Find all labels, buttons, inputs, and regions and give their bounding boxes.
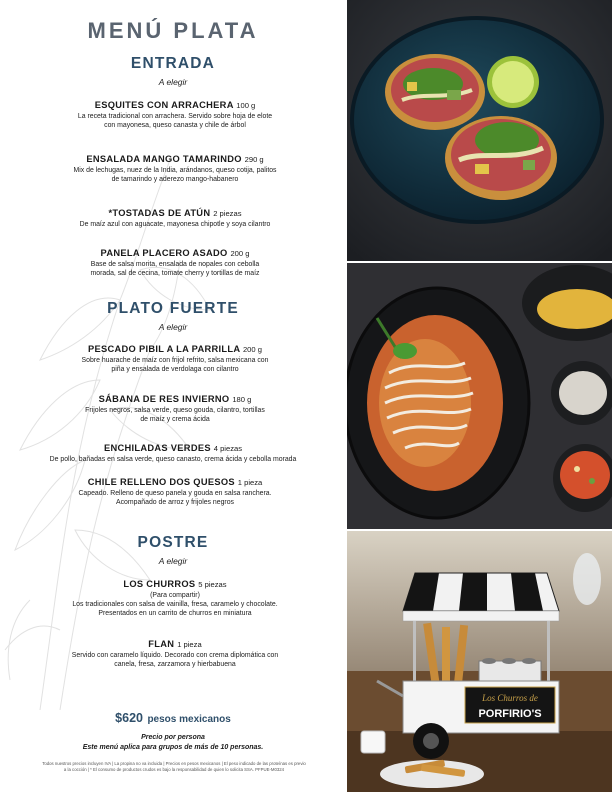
item-quantity: 100 g [236,101,256,110]
item-description: Acompañado de arroz y frijoles negros [116,499,234,507]
section-subtitle-plato-fuerte: A elegir [158,322,188,332]
item-description: canela, fresa, zarzamora y hierbabuena [114,661,236,669]
cart-sign-line1: Los Churros de [482,693,538,703]
legal-line: a la cocción | * El consumo de productos crudos es bajo la responsabilidad de quien lo solicita SSA. PFPUE-M0324 [63,767,285,772]
menu-item [20,207,330,229]
menu-item [20,99,330,130]
item-quantity: 2 piezas [213,209,242,218]
legal-disclaimer [14,761,334,773]
menu-item [8,442,338,464]
item-name: PESCADO PIBIL A LA PARRILLA [88,344,241,354]
item-quantity: 200 g [242,345,262,354]
item-name: *TOSTADAS DE ATÚN [108,208,211,218]
menu-title: MENÚ PLATA [87,18,259,43]
item-name: PANELA PLACERO ASADO [100,248,228,258]
item-quantity: 4 piezas [213,444,243,453]
legal-line: Todos nuestros precios incluyen IVA | La propina no va incluida | Precios en pesos mexicanos | El peso indicado de las proteínas es previo [42,761,306,766]
item-description: morada, sal de cecina, tomate cherry y tortillas de maíz [90,270,260,278]
item-description: Base de salsa morita, ensalada de nopales con cebolla [90,261,260,268]
item-name: CHILE RELLENO DOS QUESOS [87,477,235,487]
item-quantity: 1 pieza [237,478,263,487]
item-description: La receta tradicional con arrachera. Servido sobre hoja de elote [77,113,273,120]
price-block [0,709,346,753]
cart-sign-line2: PORFIRIO'S [478,708,542,720]
item-description: Capeado. Relleno de queso panela y gouda en salsa ranchera. [78,490,272,497]
photo-main-dish [347,263,612,529]
photo-tostadas [347,0,612,261]
price-unit: pesos mexicanos [147,714,231,725]
photo-churros-cart [347,531,612,792]
section-subtitle-postre: A elegir [158,556,188,566]
botanical-illustration [0,150,220,710]
menu-item [20,247,330,278]
item-description: piña y ensalada de verdolaga con cilantro [111,366,239,374]
item-name: FLAN [148,639,175,649]
item-description: De maíz azul con aguacate, mayonesa chipotle y soya cilantro [79,221,271,228]
item-description: Presentados en un carrito de churros en miniatura [98,610,252,618]
item-description: de maíz y crema ácida [140,416,210,424]
item-quantity: 5 piezas [198,580,227,589]
item-description: De pollo, bañadas en salsa verde, queso canasto, crema ácida y cebolla morada [49,456,297,463]
menu-item [20,393,330,424]
item-description: Sobre huarache de maíz con frijol refrito, salsa mexicana con [81,357,269,364]
item-description: Frijoles negros, salsa verde, queso gouda, cilantro, tortillas [85,407,265,414]
menu-item [20,476,330,507]
section-title-entrada: ENTRADA [130,55,216,72]
menu-item [20,638,330,669]
item-name: ENCHILADAS VERDES [103,443,211,453]
group-note: Este menú aplica para grupos de más de 10 personas. [82,744,264,751]
item-name: LOS CHURROS [123,579,196,589]
price: $620 [115,711,143,725]
section-title-plato-fuerte: PLATO FUERTE [107,300,239,317]
item-description: Mix de lechugas, nuez de la India, arándanos, queso cotija, palitos [73,167,277,174]
item-description: de tamarindo y aderezo mango-habanero [111,176,239,184]
item-quantity: 200 g [230,249,250,258]
item-description: Servido con caramelo líquido. Decorado con crema diplomática con [71,652,279,659]
item-name: ENSALADA MANGO TAMARINDO [86,154,242,164]
item-description: (Para compartir) [150,592,200,599]
section-title-postre: POSTRE [137,534,209,551]
price-note: Precio por persona [141,734,205,741]
item-quantity: 180 g [232,395,252,404]
section-subtitle-entrada: A elegir [158,77,188,87]
item-description: con mayonesa, queso canasta y chile de árbol [104,122,246,130]
item-description: Los tradicionales con salsa de vainilla, fresa, caramelo y chocolate. [72,601,278,609]
menu-item [20,153,330,184]
item-quantity: 290 g [244,155,264,164]
item-name: SÁBANA DE RES INVIERNO [98,394,230,404]
menu-item [20,578,330,619]
menu-item [20,343,330,374]
item-name: ESQUITES CON ARRACHERA [94,100,234,110]
item-quantity: 1 pieza [177,640,202,649]
